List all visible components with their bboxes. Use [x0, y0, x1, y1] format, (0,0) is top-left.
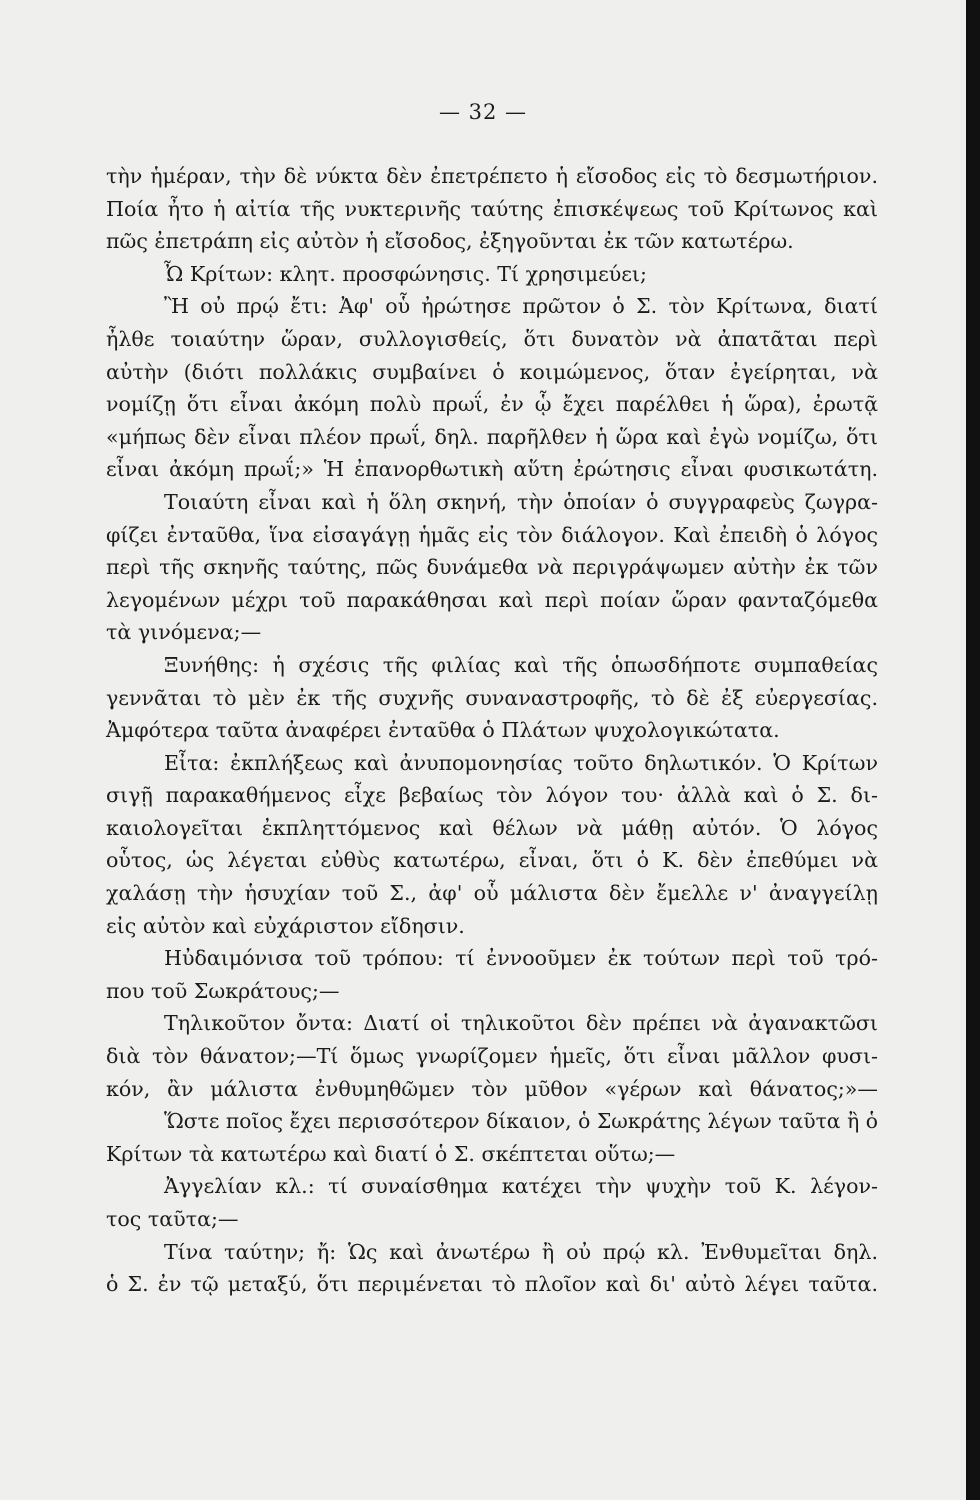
text-line: Εἶτα: ἐκπλήξεως καὶ ἀνυπομονησίας τοῦτο δηλωτικόν. Ὁ Κρίτων — [164, 750, 878, 775]
text-line: «μήπως δὲν εἶναι πλέον πρωΐ, δηλ. παρῆλθεν ἡ ὥρα καὶ ἐγὼ νομίζω, ὅτι — [106, 424, 878, 449]
text-line: περὶ τῆς σκηνῆς ταύτης, πῶς δυνάμεθα νὰ περιγράψωμεν αὐτὴν ἐκ τῶν — [106, 555, 878, 580]
text-line: φίζει ἐνταῦθα, ἵνα εἰσαγάγῃ ἡμᾶς εἰς τὸν διάλογον. Καὶ ἐπειδὴ ὁ λόγος — [106, 522, 878, 547]
text-line: Τοιαύτη εἶναι καὶ ἡ ὅλη σκηνή, τὴν ὁποίαν ὁ συγγραφεὺς ζωγρα- — [164, 489, 878, 514]
text-line: χαλάσῃ τὴν ἡσυχίαν τοῦ Σ., ἀφ' οὗ μάλιστα δὲν ἔμελλε ν' ἀναγγείλῃ — [106, 881, 878, 906]
text-line: τὴν ἡμέραν, τὴν δὲ νύκτα δὲν ἐπετρέπετο ἡ εἴσοδος εἰς τὸ δεσμωτήριον. — [106, 164, 878, 188]
text-line: διὰ τὸν θάνατον;—Τί ὅμως γνωρίζομεν ἡμεῖς, ὅτι εἶναι μᾶλλον φυσι- — [106, 1044, 878, 1069]
text-line: Ἀγγελίαν κλ.: τί συναίσθημα κατέχει τὴν ψυχὴν τοῦ Κ. λέγον- — [164, 1174, 878, 1199]
text-line: λεγομένων μέχρι τοῦ παρακάθησαι καὶ περὶ ποίαν ὥραν φανταζόμεθα — [106, 587, 878, 612]
text-line: πῶς ἐπετράπη εἰς αὐτὸν ἡ εἴσοδος, ἐξηγοῦνται ἐκ τῶν κατωτέρω. — [106, 229, 794, 254]
text-line: εἶναι ἀκόμη πρωΐ;» Ἡ ἐπανορθωτικὴ αὕτη ἐρώτησις εἶναι φυσικωτάτη. — [106, 457, 878, 482]
text-line: ὁ Σ. ἐν τῷ μεταξύ, ὅτι περιμένεται τὸ πλοῖον καὶ δι' αὐτὸ λέγει ταῦτα. — [106, 1272, 878, 1297]
page-edge-shadow — [966, 0, 980, 1500]
page-number: — 32 — — [438, 100, 528, 124]
text-line: τος ταῦτα;— — [106, 1207, 239, 1231]
text-line: που τοῦ Σωκράτους;— — [106, 978, 340, 1003]
text-line: τὰ γινόμενα;— — [106, 620, 262, 645]
text-line: Ποία ἦτο ἡ αἰτία τῆς νυκτερινῆς ταύτης ἐπισκέψεως τοῦ Κρίτωνος καὶ — [106, 196, 878, 221]
text-line: καιολογεῖται ἐκπληττόμενος καὶ θέλων νὰ μάθῃ αὐτόν. Ὁ λόγος — [106, 815, 878, 840]
text-line: Ἢ οὐ πρῴ ἔτι: Ἀφ' οὗ ἠρώτησε πρῶτον ὁ Σ. τὸν Κρίτωνα, διατί — [164, 294, 878, 319]
text-line: αὐτὴν (διότι πολλάκις συμβαίνει ὁ κοιμώμενος, ὅταν ἐγείρηται, νὰ — [106, 359, 878, 384]
text-line: Ὦ Κρίτων: κλητ. προσφώνησις. Τί χρησιμεύει; — [164, 261, 647, 286]
text-line: σιγῇ παρακαθήμενος εἶχε βεβαίως τὸν λόγον του· ἀλλὰ καὶ ὁ Σ. δι- — [106, 783, 878, 808]
body-text — [106, 160, 878, 1301]
text-line: κόν, ἂν μάλιστα ἐνθυμηθῶμεν τὸν μῦθον «γέρων καὶ θάνατος;»— — [106, 1076, 878, 1101]
text-line: Ὥστε ποῖος ἔχει περισσότερον δίκαιον, ὁ Σωκράτης λέγων ταῦτα ἢ ὁ — [164, 1109, 878, 1134]
text-line: Τίνα ταύτην; ἤ: Ὡς καὶ ἀνωτέρω ἢ οὐ πρῴ κλ. Ἐνθυμεῖται δηλ. — [164, 1239, 878, 1264]
text-line: οὗτος, ὡς λέγεται εὐθὺς κατωτέρω, εἶναι, ὅτι ὁ Κ. δὲν ἐπεθύμει νὰ — [106, 848, 878, 873]
text-line: νομίζῃ ὅτι εἶναι ἀκόμη πολὺ πρωΐ, ἐν ᾧ ἔχει παρέλθει ἡ ὥρα), ἐρωτᾷ — [106, 392, 878, 417]
text-line: Ἀμφότερα ταῦτα ἀναφέρει ἐνταῦθα ὁ Πλάτων ψυχολογικώτατα. — [106, 718, 780, 743]
text-line: Ξυνήθης: ἡ σχέσις τῆς φιλίας καὶ τῆς ὁπωσδήποτε συμπαθείας — [164, 652, 878, 677]
text-line: ἦλθε τοιαύτην ὥραν, συλλογισθείς, ὅτι δυνατὸν νὰ ἀπατᾶται περὶ — [106, 326, 878, 351]
text-line: Κρίτων τὰ κατωτέρω καὶ διατί ὁ Σ. σκέπτεται οὕτω;— — [106, 1141, 676, 1166]
text-line: Τηλικοῦτον ὄντα: Διατί οἱ τηλικοῦτοι δὲν πρέπει νὰ ἀγανακτῶσι — [164, 1011, 878, 1036]
text-line: Ηὐδαιμόνισα τοῦ τρόπου: τί ἐννοοῦμεν ἐκ τούτων περὶ τοῦ τρό- — [164, 946, 878, 971]
text-line: γεννᾶται τὸ μὲν ἐκ τῆς συχνῆς συναναστροφῆς, τὸ δὲ ἐξ εὐεργεσίας. — [106, 685, 878, 710]
text-line: εἰς αὐτὸν καὶ εὐχάριστον εἴδησιν. — [106, 913, 465, 938]
